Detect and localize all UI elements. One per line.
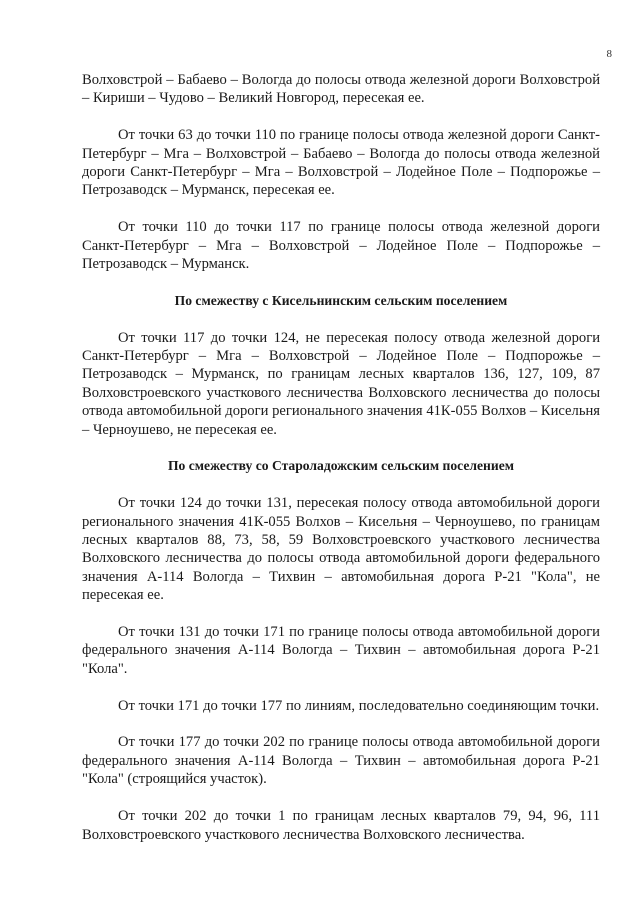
page-number: 8 xyxy=(606,48,612,60)
paragraph-point-124-131: От точки 124 до точки 131, пересекая полосу отвода автомобильной дороги регионального значения 41К-055 Волхов – Кисельня – Черноушево, по границам лесных кварталов 88, 73, 58, 59 Волховстроевского участкового лесничества Волховского лесничества до полосы отвода автомобильной дороги федерального значения А-114 Вологда – Тихвин – автомобильная дорога Р-21 "Кола", не пересекая ее. xyxy=(82,495,600,604)
paragraph-point-171-177: От точки 171 до точки 177 по линиям, последовательно соединяющим точки. xyxy=(118,697,600,714)
section-heading-staroladozhskoe: По смежеству со Староладожским сельским поселением xyxy=(167,458,515,474)
section-heading-kiselninskoe: По смежеству с Кисельнинским сельским поселением xyxy=(174,292,508,308)
paragraph-point-131-171: От точки 131 до точки 171 по границе полосы отвода автомобильной дороги федерального значения А-114 Вологда – Тихвин – автомобильная дорога Р-21 "Кола". xyxy=(82,624,600,677)
paragraph-point-63-110: От точки 63 до точки 110 по границе полосы отвода железной дороги Санкт-Петербург – Мга – Волховстрой – Бабаево – Вологда до полосы отвода железной дороги Санкт-Петербург – Мга – Волховстрой – Лодейное Поле – Подпорожье – Петрозаводск – Мурманск, пересекая ее. xyxy=(82,127,600,199)
paragraph-point-110-117: От точки 110 до точки 117 по границе полосы отвода железной дороги Санкт-Петербург – Мга – Волховстрой – Лодейное Поле – Подпорожье – Петрозаводск – Мурманск. xyxy=(82,219,600,273)
paragraph-point-177-202: От точки 177 до точки 202 по границе полосы отвода автомобильной дороги федерального значения А-114 Вологда – Тихвин – автомобильная дорога Р-21 "Кола" (строящийся участок). xyxy=(82,734,600,788)
paragraph-continuation: Волховстрой – Бабаево – Вологда до полосы отвода железной дороги Волховстрой – Кириши – Чудово – Великий Новгород, пересекая ее. xyxy=(82,72,600,107)
paragraph-point-117-124: От точки 117 до точки 124, не пересекая полосу отвода железной дороги Санкт-Петербург – Мга – Волховстрой – Лодейное Поле – Подпорожье – Петрозаводск – Мурманск, по границам лесных кварталов 136, 127, 109, 87 Волховстроевского участкового лесничества Волховского лесничества до полосы отвода автомобильной дороги регионального значения 41К-055 Волхов – Кисельня – Черноушево, не пересекая ее. xyxy=(82,329,600,438)
paragraph-point-202-1: От точки 202 до точки 1 по границам лесных кварталов 79, 94, 96, 111 Волховстроевского участкового лесничества Волховского лесничества. xyxy=(82,808,600,843)
document-body xyxy=(82,71,600,862)
